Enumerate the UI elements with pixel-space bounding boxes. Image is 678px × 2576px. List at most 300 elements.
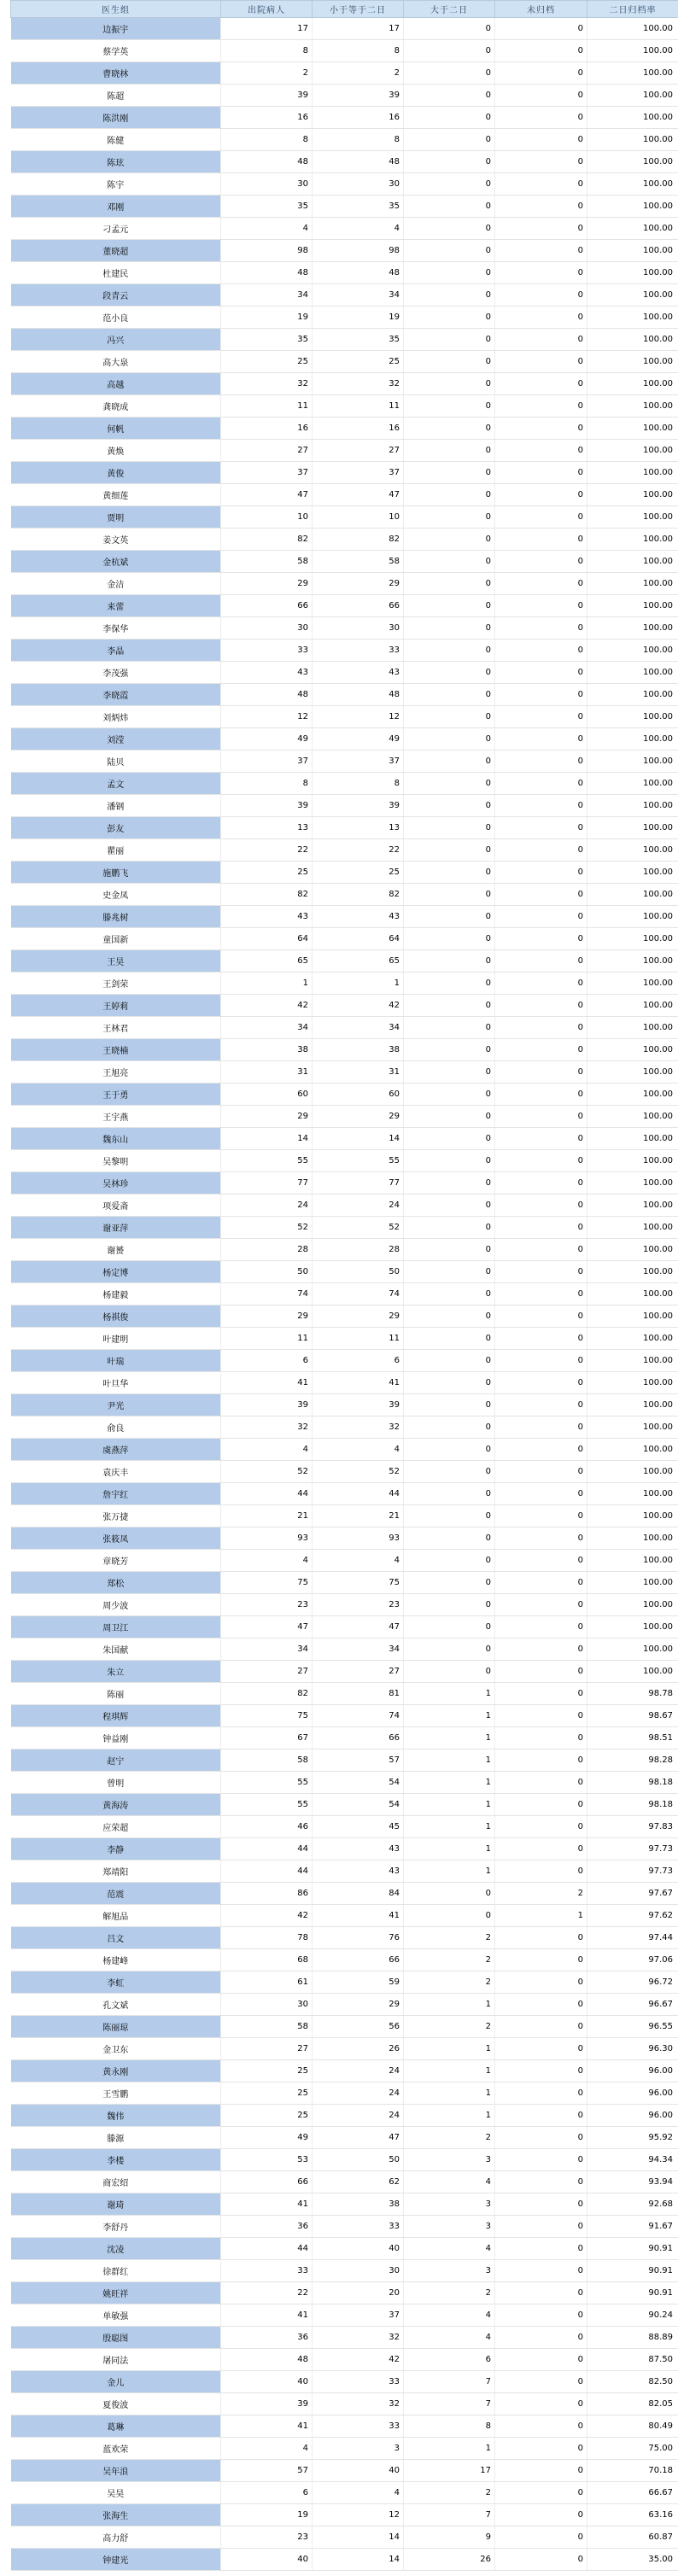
within-two-days-cell: 12 [313,706,404,728]
doctor-name-cell: 张海生 [11,2504,221,2526]
discharged-cell: 39 [221,85,313,107]
table-row [11,2415,678,2438]
unarchived-cell: 0 [495,728,587,751]
within-two-days-cell: 47 [313,2127,404,2149]
unarchived-cell: 0 [495,2438,587,2460]
doctor-name-cell: 吴黎明 [11,1150,221,1172]
within-two-days-cell: 48 [313,151,404,173]
within-two-days-cell: 41 [313,1372,404,1394]
within-two-days-cell: 25 [313,351,404,373]
over-two-days-cell: 0 [404,284,495,307]
doctor-name-cell: 金洁 [11,573,221,595]
table-row [11,2482,678,2504]
table-row [11,551,678,573]
two-day-rate-cell: 75.00 [587,2438,678,2460]
two-day-rate-cell: 100.00 [587,1638,678,1661]
table-row [11,2038,678,2060]
discharged-cell: 41 [221,1372,313,1394]
doctor-name-cell: 叶瑞 [11,1350,221,1372]
within-two-days-cell: 24 [313,2105,404,2127]
unarchived-cell: 0 [495,2282,587,2304]
over-two-days-cell: 1 [404,1727,495,1749]
discharged-cell: 4 [221,218,313,240]
within-two-days-cell: 32 [313,2393,404,2415]
doctor-name-cell: 孔文斌 [11,1994,221,2016]
within-two-days-cell: 17 [313,18,404,40]
over-two-days-cell: 0 [404,129,495,151]
table-row [11,529,678,551]
within-two-days-cell: 56 [313,2016,404,2038]
over-two-days-cell: 0 [404,418,495,440]
unarchived-cell: 0 [495,2238,587,2260]
doctor-name-cell: 陈洪刚 [11,107,221,129]
discharged-cell: 42 [221,995,313,1017]
doctor-name-cell: 叶旦华 [11,1372,221,1394]
discharged-cell: 4 [221,1439,313,1461]
discharged-cell: 44 [221,1838,313,1860]
table-row [11,1106,678,1128]
two-day-rate-cell: 90.91 [587,2282,678,2304]
two-day-rate-cell: 100.00 [587,728,678,751]
unarchived-cell: 0 [495,551,587,573]
two-day-rate-cell: 97.44 [587,1927,678,1949]
two-day-rate-cell: 100.00 [587,395,678,418]
over-two-days-cell: 1 [404,2038,495,2060]
discharged-cell: 25 [221,2082,313,2105]
two-day-rate-cell: 100.00 [587,440,678,462]
unarchived-cell: 0 [495,173,587,196]
discharged-cell: 12 [221,706,313,728]
over-two-days-cell: 0 [404,551,495,573]
over-two-days-cell: 0 [404,1328,495,1350]
over-two-days-cell: 0 [404,262,495,284]
discharged-cell: 39 [221,1394,313,1417]
two-day-rate-cell: 97.83 [587,1816,678,1838]
within-two-days-cell: 30 [313,617,404,640]
over-two-days-cell: 2 [404,2127,495,2149]
table-row [11,151,678,173]
over-two-days-cell: 26 [404,2549,495,2571]
within-two-days-cell: 50 [313,1261,404,1283]
doctor-name-cell: 潘钢 [11,795,221,817]
doctor-name-cell: 蔡学英 [11,40,221,62]
table-row [11,2060,678,2082]
table-row [11,2438,678,2460]
doctor-name-cell: 葛琳 [11,2415,221,2438]
discharged-cell: 25 [221,2105,313,2127]
two-day-rate-cell: 100.00 [587,684,678,706]
unarchived-cell: 0 [495,1217,587,1239]
unarchived-cell: 0 [495,1150,587,1172]
discharged-cell: 44 [221,1483,313,1505]
within-two-days-cell: 11 [313,395,404,418]
within-two-days-cell: 22 [313,839,404,862]
within-two-days-cell: 74 [313,1283,404,1306]
over-two-days-cell: 3 [404,2216,495,2238]
unarchived-cell: 0 [495,862,587,884]
discharged-cell: 19 [221,2504,313,2526]
header-doctor-group[interactable]: 医生组 [11,1,221,18]
discharged-cell: 43 [221,906,313,928]
over-two-days-cell: 0 [404,151,495,173]
two-day-rate-cell: 100.00 [587,1261,678,1283]
discharged-cell: 39 [221,795,313,817]
within-two-days-cell: 37 [313,751,404,773]
discharged-cell: 36 [221,2216,313,2238]
table-row [11,2460,678,2482]
table-row [11,418,678,440]
discharged-cell: 66 [221,595,313,617]
unarchived-cell: 0 [495,529,587,551]
two-day-rate-cell: 100.00 [587,640,678,662]
discharged-cell: 25 [221,351,313,373]
doctor-name-cell: 朱立 [11,1661,221,1683]
unarchived-cell: 0 [495,928,587,950]
table-row [11,1483,678,1505]
discharged-cell: 23 [221,2526,313,2549]
two-day-rate-cell: 96.55 [587,2016,678,2038]
unarchived-cell: 0 [495,1994,587,2016]
doctor-name-cell: 刘炳炜 [11,706,221,728]
table-row [11,1084,678,1106]
two-day-rate-cell: 63.16 [587,2504,678,2526]
over-two-days-cell: 0 [404,995,495,1017]
within-two-days-cell: 52 [313,1461,404,1483]
discharged-cell: 55 [221,1772,313,1794]
unarchived-cell: 1 [495,1905,587,1927]
two-day-rate-cell: 100.00 [587,884,678,906]
within-two-days-cell: 8 [313,40,404,62]
table-row [11,373,678,395]
two-day-rate-cell: 100.00 [587,1283,678,1306]
within-two-days-cell: 82 [313,884,404,906]
doctor-name-cell: 魏伟 [11,2105,221,2127]
unarchived-cell: 0 [495,2482,587,2504]
two-day-rate-cell: 100.00 [587,1483,678,1505]
unarchived-cell: 0 [495,2216,587,2238]
unarchived-cell: 0 [495,1616,587,1638]
discharged-cell: 30 [221,617,313,640]
discharged-cell: 55 [221,1150,313,1172]
unarchived-cell: 0 [495,1838,587,1860]
discharged-cell: 58 [221,1749,313,1772]
doctor-name-cell: 王旭亮 [11,1061,221,1084]
table-row [11,1949,678,1971]
discharged-cell: 33 [221,2260,313,2282]
doctor-name-cell: 杨定博 [11,1261,221,1283]
two-day-rate-cell: 96.00 [587,2105,678,2127]
table-row [11,1217,678,1239]
unarchived-cell: 0 [495,573,587,595]
two-day-rate-cell: 100.00 [587,1217,678,1239]
table-row [11,1239,678,1261]
discharged-cell: 65 [221,950,313,973]
unarchived-cell: 0 [495,1794,587,1816]
doctor-name-cell: 范小良 [11,307,221,329]
over-two-days-cell: 0 [404,1084,495,1106]
unarchived-cell: 0 [495,395,587,418]
discharged-cell: 53 [221,2149,313,2171]
over-two-days-cell: 0 [404,1417,495,1439]
within-two-days-cell: 43 [313,906,404,928]
unarchived-cell: 0 [495,950,587,973]
within-two-days-cell: 33 [313,2415,404,2438]
discharged-cell: 4 [221,1550,313,1572]
discharged-cell: 27 [221,1661,313,1683]
doctor-name-cell: 钟益刚 [11,1727,221,1749]
doctor-name-cell: 杨建毅 [11,1283,221,1306]
doctor-name-cell: 段青云 [11,284,221,307]
doctor-name-cell: 商宏绍 [11,2171,221,2193]
discharged-cell: 74 [221,1283,313,1306]
unarchived-cell: 0 [495,262,587,284]
two-day-rate-cell: 100.00 [587,462,678,484]
two-day-rate-cell: 100.00 [587,1616,678,1638]
table-row [11,196,678,218]
doctor-name-cell: 钟建光 [11,2549,221,2571]
discharged-cell: 31 [221,1061,313,1084]
discharged-cell: 44 [221,2238,313,2260]
unarchived-cell: 0 [495,1417,587,1439]
table-row [11,995,678,1017]
over-two-days-cell: 0 [404,573,495,595]
table-row [11,1172,678,1195]
over-two-days-cell: 2 [404,2482,495,2504]
header-over-two-days[interactable]: 大于二日 [404,1,495,18]
within-two-days-cell: 23 [313,1594,404,1616]
discharged-cell: 2 [221,62,313,85]
two-day-rate-cell: 100.00 [587,862,678,884]
within-two-days-cell: 65 [313,950,404,973]
discharged-cell: 46 [221,1816,313,1838]
within-two-days-cell: 16 [313,418,404,440]
two-day-rate-cell: 100.00 [587,1572,678,1594]
unarchived-cell: 0 [495,1772,587,1794]
doctor-name-cell: 范震 [11,1883,221,1905]
doctor-name-cell: 詹宇红 [11,1483,221,1505]
two-day-rate-cell: 100.00 [587,529,678,551]
within-two-days-cell: 77 [313,1172,404,1195]
within-two-days-cell: 48 [313,684,404,706]
discharged-cell: 8 [221,129,313,151]
unarchived-cell: 0 [495,506,587,529]
table-row [11,684,678,706]
discharged-cell: 52 [221,1461,313,1483]
over-two-days-cell: 0 [404,906,495,928]
table-row [11,751,678,773]
doctor-name-cell: 王于勇 [11,1084,221,1106]
doctor-name-cell: 来蕾 [11,595,221,617]
header-two-day-rate[interactable]: 二日归档率 [587,1,678,18]
discharged-cell: 34 [221,284,313,307]
discharged-cell: 11 [221,395,313,418]
two-day-rate-cell: 90.91 [587,2260,678,2282]
table-row [11,2371,678,2393]
within-two-days-cell: 42 [313,995,404,1017]
table-row [11,1261,678,1283]
unarchived-cell: 0 [495,2260,587,2282]
over-two-days-cell: 0 [404,1572,495,1594]
unarchived-cell: 0 [495,751,587,773]
table-row [11,928,678,950]
discharged-cell: 8 [221,40,313,62]
within-two-days-cell: 12 [313,2504,404,2526]
two-day-rate-cell: 100.00 [587,506,678,529]
unarchived-cell: 0 [495,1727,587,1749]
doctor-name-cell: 王林君 [11,1017,221,1039]
discharged-cell: 58 [221,2016,313,2038]
table-row [11,85,678,107]
discharged-cell: 48 [221,151,313,173]
table-row [11,1439,678,1461]
table-row [11,1328,678,1350]
table-row [11,1971,678,1994]
over-two-days-cell: 2 [404,1949,495,1971]
discharged-cell: 28 [221,1239,313,1261]
table-row [11,595,678,617]
discharged-cell: 50 [221,1261,313,1283]
over-two-days-cell: 0 [404,107,495,129]
over-two-days-cell: 0 [404,1061,495,1084]
doctor-name-cell: 郑靖阳 [11,1860,221,1883]
over-two-days-cell: 3 [404,2193,495,2216]
doctor-name-cell: 邓刚 [11,196,221,218]
over-two-days-cell: 0 [404,373,495,395]
table-row [11,1860,678,1883]
table-row [11,906,678,928]
within-two-days-cell: 4 [313,1439,404,1461]
two-day-rate-cell: 100.00 [587,1439,678,1461]
unarchived-cell: 0 [495,662,587,684]
doctor-name-cell: 金卫东 [11,2038,221,2060]
over-two-days-cell: 1 [404,1794,495,1816]
discharged-cell: 30 [221,173,313,196]
table-row [11,262,678,284]
table-row [11,2216,678,2238]
two-day-rate-cell: 100.00 [587,573,678,595]
within-two-days-cell: 29 [313,1306,404,1328]
discharged-cell: 68 [221,1949,313,1971]
discharged-cell: 23 [221,1594,313,1616]
within-two-days-cell: 14 [313,2549,404,2571]
within-two-days-cell: 66 [313,1949,404,1971]
doctor-name-cell: 朱国献 [11,1638,221,1661]
table-row [11,1505,678,1527]
table-row [11,395,678,418]
doctor-name-cell: 孟文 [11,773,221,795]
table-row [11,1417,678,1439]
table-row [11,506,678,529]
two-day-rate-cell: 100.00 [587,928,678,950]
table-row [11,1794,678,1816]
discharged-cell: 29 [221,1106,313,1128]
unarchived-cell: 0 [495,795,587,817]
doctor-name-cell: 陆贝 [11,751,221,773]
over-two-days-cell: 1 [404,2082,495,2105]
over-two-days-cell: 7 [404,2371,495,2393]
within-two-days-cell: 8 [313,129,404,151]
unarchived-cell: 0 [495,1172,587,1195]
header-within-two-days[interactable]: 小于等于二日 [313,1,404,18]
within-two-days-cell: 13 [313,817,404,839]
table-row [11,240,678,262]
discharged-cell: 61 [221,1971,313,1994]
discharged-cell: 17 [221,18,313,40]
header-discharged[interactable]: 出院病人 [221,1,313,18]
unarchived-cell: 0 [495,595,587,617]
over-two-days-cell: 0 [404,1172,495,1195]
doctor-name-cell: 高越 [11,373,221,395]
over-two-days-cell: 0 [404,839,495,862]
over-two-days-cell: 4 [404,2327,495,2349]
over-two-days-cell: 1 [404,1994,495,2016]
unarchived-cell: 0 [495,839,587,862]
over-two-days-cell: 0 [404,240,495,262]
over-two-days-cell: 4 [404,2304,495,2327]
over-two-days-cell: 0 [404,728,495,751]
unarchived-cell: 0 [495,2038,587,2060]
table-row [11,773,678,795]
over-two-days-cell: 8 [404,2415,495,2438]
over-two-days-cell: 0 [404,1239,495,1261]
doctor-name-cell: 张筱凤 [11,1527,221,1550]
two-day-rate-cell: 90.24 [587,2304,678,2327]
discharged-cell: 27 [221,440,313,462]
over-two-days-cell: 0 [404,173,495,196]
over-two-days-cell: 0 [404,662,495,684]
table-row [11,1017,678,1039]
doctor-name-cell: 殷聪图 [11,2327,221,2349]
within-two-days-cell: 28 [313,1239,404,1261]
within-two-days-cell: 40 [313,2238,404,2260]
within-two-days-cell: 10 [313,506,404,529]
header-unarchived[interactable]: 未归档 [495,1,587,18]
unarchived-cell: 0 [495,1084,587,1106]
two-day-rate-cell: 100.00 [587,373,678,395]
table-row [11,2171,678,2193]
within-two-days-cell: 74 [313,1705,404,1727]
within-two-days-cell: 24 [313,1195,404,1217]
unarchived-cell: 0 [495,462,587,484]
unarchived-cell: 0 [495,1017,587,1039]
table-row [11,817,678,839]
within-two-days-cell: 32 [313,2327,404,2349]
within-two-days-cell: 33 [313,2371,404,2393]
discharged-cell: 39 [221,2393,313,2415]
unarchived-cell: 0 [495,2082,587,2105]
over-two-days-cell: 1 [404,2438,495,2460]
within-two-days-cell: 66 [313,1727,404,1749]
doctor-name-cell: 解旭品 [11,1905,221,1927]
doctor-name-cell: 李晓霞 [11,684,221,706]
over-two-days-cell: 0 [404,706,495,728]
unarchived-cell: 0 [495,1927,587,1949]
over-two-days-cell: 1 [404,2105,495,2127]
unarchived-cell: 0 [495,2060,587,2082]
two-day-rate-cell: 100.00 [587,950,678,973]
over-two-days-cell: 0 [404,395,495,418]
unarchived-cell: 0 [495,1439,587,1461]
discharged-cell: 66 [221,2171,313,2193]
two-day-rate-cell: 100.00 [587,817,678,839]
doctor-name-cell: 陈健 [11,129,221,151]
discharged-cell: 64 [221,928,313,950]
over-two-days-cell: 0 [404,1306,495,1328]
over-two-days-cell: 0 [404,1550,495,1572]
unarchived-cell: 0 [495,1527,587,1550]
two-day-rate-cell: 97.73 [587,1860,678,1883]
table-row [11,662,678,684]
